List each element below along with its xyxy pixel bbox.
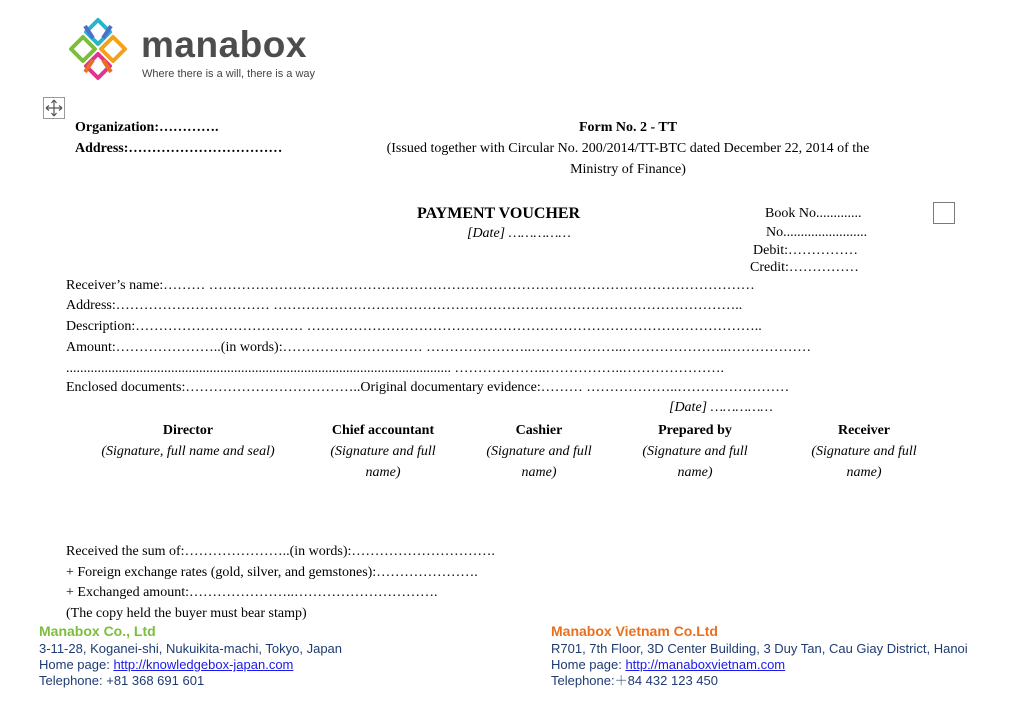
signature-note: (Signature and full name) xyxy=(330,444,436,480)
amount-continuation: .............................................................................................................. ………………..……………..…………………. xyxy=(66,361,724,376)
signature-title: Chief accountant xyxy=(331,423,435,438)
footer-left-company: Manabox Co., Ltd xyxy=(39,623,156,639)
signature-cashier xyxy=(474,420,604,483)
foreign-exchange-field: + Foreign exchange rates (gold, silver, and gemstones):…………………. xyxy=(66,565,478,580)
signature-note: (Signature and full name) xyxy=(486,444,592,480)
debit-field: Debit:…………… xyxy=(753,243,858,258)
sign-date: [Date] …………… xyxy=(669,400,773,415)
signature-title: Director xyxy=(162,423,214,438)
footer-left-home-label: Home page: xyxy=(39,657,114,672)
voucher-number: No........................ xyxy=(766,225,868,240)
footer-left xyxy=(39,623,342,689)
logo-tagline: Where there is a will, there is a way xyxy=(142,68,316,80)
signature-receiver xyxy=(799,420,929,483)
description-field: Description:……………………………… …………………………………………………………………………………….. xyxy=(66,319,762,334)
checkbox-icon[interactable] xyxy=(933,202,955,224)
amount-field: Amount:…………………..(in words):………………………… …………………..………………..…………………..……………… xyxy=(66,340,812,355)
credit-field: Credit:…………… xyxy=(750,260,859,275)
received-sum-field: Received the sum of:…………………..(in words):…………………………. xyxy=(66,544,495,559)
signature-title: Prepared by xyxy=(658,423,732,438)
footer-left-phone: Telephone: +81 368 691 601 xyxy=(39,673,205,688)
signature-director xyxy=(88,420,288,462)
organization-label: Organization:…………. xyxy=(75,120,219,135)
enclosed-documents-field: Enclosed documents:………………………………..Original documentary evidence:……… ………………..…………………… xyxy=(66,380,790,395)
footer-right-address: R701, 7th Floor, 3D Center Building, 3 Duy Tan, Cau Giay District, Hanoi xyxy=(551,641,968,656)
footer-right-company: Manabox Vietnam Co.Ltd xyxy=(551,623,718,639)
signature-note: (Signature and full name) xyxy=(811,444,917,480)
signature-note: (Signature, full name and seal) xyxy=(101,444,275,459)
logo-wordmark: manabox xyxy=(141,24,307,65)
issued-note-line2: Ministry of Finance) xyxy=(570,162,686,177)
footer-left-address: 3-11-28, Koganei-shi, Nukuikita-machi, Tokyo, Japan xyxy=(39,641,343,656)
receiver-address-field: Address:…………………………… ……………………………………………………………………………………….. xyxy=(66,298,743,313)
table-move-icon[interactable] xyxy=(43,97,65,119)
signature-title: Cashier xyxy=(515,423,563,438)
manabox-logo-icon xyxy=(63,16,133,82)
footer-right-homepage xyxy=(551,657,968,673)
voucher-title: PAYMENT VOUCHER xyxy=(417,205,581,222)
signature-prepared-by xyxy=(630,420,760,483)
exchanged-amount-field: + Exchanged amount:…………………..…………………………. xyxy=(66,585,438,600)
footer-right-phone: Telephone:＋84 432 123 450 xyxy=(551,673,718,688)
voucher-date xyxy=(467,226,571,242)
issued-note-line1: (Issued together with Circular No. 200/2014/TT-BTC dated December 22, 2014 of the xyxy=(386,141,870,156)
address-label: Address:…………………………… xyxy=(75,141,283,156)
footer-left-home-link[interactable]: http://knowledgebox-japan.com xyxy=(113,657,294,672)
form-number: Form No. 2 - TT xyxy=(578,120,678,135)
footer-right-home-link[interactable]: http://manaboxvietnam.com xyxy=(625,657,786,672)
receiver-name-field: Receiver’s name:……… ……………………………………………………………………………………………………… xyxy=(66,278,755,293)
signature-chief-accountant xyxy=(318,420,448,483)
footer-right-home-label: Home page: xyxy=(551,657,626,672)
copy-stamp-note: (The copy held the buyer must bear stamp) xyxy=(66,606,307,621)
footer-right xyxy=(551,623,968,689)
footer-left-homepage xyxy=(39,657,342,673)
signature-title: Receiver xyxy=(837,423,891,438)
voucher-date-text: [Date] …………… xyxy=(467,226,571,241)
signature-note: (Signature and full name) xyxy=(642,444,748,480)
book-number: Book No............. xyxy=(765,206,862,221)
